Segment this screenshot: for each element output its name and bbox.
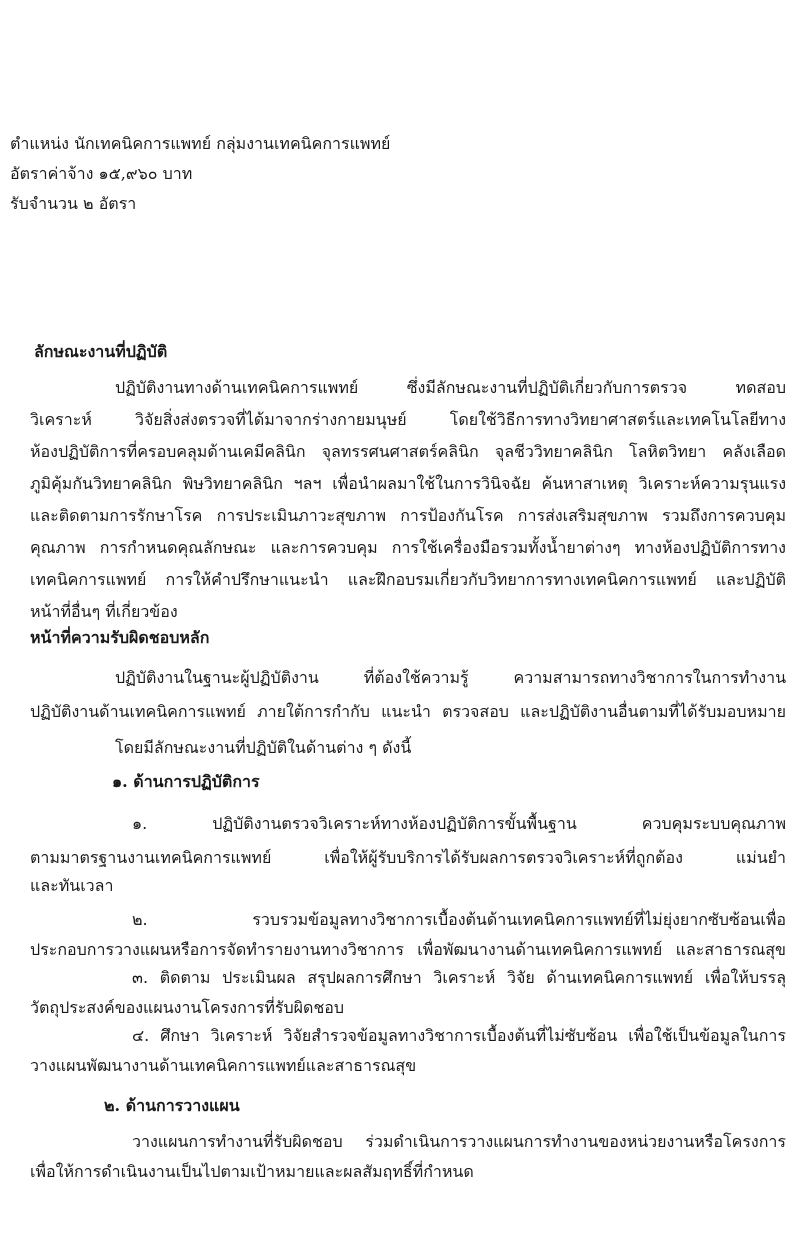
salary-line: อัตราค่าจ้าง ๑๕,๙๖๐ บาท <box>10 164 193 183</box>
position-line: ตำแหน่ง นักเทคนิคการแพทย์ กลุ่มงานเทคนิคการแพทย์ <box>10 134 391 153</box>
areas-intro: โดยมีลักษณะงานที่ปฏิบัติในด้านต่าง ๆ ดังนี้ <box>115 738 412 757</box>
paragraph-line: ภูมิคุ้มกันวิทยาคลินิก พิษวิทยาคลินิก ฯลฯ เพื่อนำผลมาใช้ในการวินิจฉัย ค้นหาสาเหตุ วิเคราะห์ความรุนแรง <box>30 474 786 493</box>
list-item-line: วางแผนพัฒนางานด้านเทคนิคการแพทย์และสาธารณสุข <box>30 1056 417 1075</box>
paragraph-line: เพื่อให้การดำเนินงานเป็นไปตามเป้าหมายและผลสัมฤทธิ์ที่กำหนด <box>30 1162 474 1181</box>
paragraph-line: ปฏิบัติงานด้านเทคนิคการแพทย์ ภายใต้การกำกับ แนะนำ ตรวจสอบ และปฏิบัติงานอื่นตามที่ได้รับมอบหมาย <box>30 702 786 721</box>
paragraph-line: ปฏิบัติงานในฐานะผู้ปฏิบัติงาน ที่ต้องใช้ความรู้ ความสามารถทางวิชาการในการทำงาน <box>115 668 786 687</box>
section-heading: ๑. ด้านการปฏิบัติการ <box>112 772 260 791</box>
job-nature-heading: ลักษณะงานที่ปฏิบัติ <box>34 342 168 361</box>
paragraph-line: ปฏิบัติงานทางด้านเทคนิคการแพทย์ ซึ่งมีลักษณะงานที่ปฏิบัติเกี่ยวกับการตรวจ ทดสอบ <box>115 378 786 397</box>
quota-line: รับจำนวน ๒ อัตรา <box>10 194 137 213</box>
list-item-line: ตามมาตรฐานงานเทคนิคการแพทย์ เพื่อให้ผู้รับบริการได้รับผลการตรวจวิเคราะห์ที่ถูกต้อง แม่นยำ <box>30 848 786 867</box>
paragraph-line: หน้าที่อื่นๆ ที่เกี่ยวข้อง <box>30 602 178 621</box>
list-item-line: และทันเวลา <box>30 876 114 895</box>
paragraph-line: วิเคราะห์ วิจัยสิ่งส่งตรวจที่ได้มาจากร่างกายมนุษย์ โดยใช้วิธีการทางวิทยาศาสตร์และเทคโนโลยีทาง <box>30 410 786 429</box>
list-item-line: ๑. ปฏิบัติงานตรวจวิเคราะห์ทางห้องปฏิบัติการขั้นพื้นฐาน ควบคุมระบบคุณภาพ <box>132 814 786 833</box>
paragraph-line: วางแผนการทำงานที่รับผิดชอบ ร่วมดำเนินการวางแผนการทำงานของหน่วยงานหรือโครงการ <box>132 1132 786 1151</box>
list-item-line: ๓. ติดตาม ประเมินผล สรุปผลการศึกษา วิเคราะห์ วิจัย ด้านเทคนิคการแพทย์ เพื่อให้บรรลุ <box>132 968 786 987</box>
list-item-line: ๔. ศึกษา วิเคราะห์ วิจัยสำรวจข้อมูลทางวิชาการเบื้องต้นที่ไม่ซับซ้อน เพื่อใช้เป็นข้อมูลในการ <box>132 1026 786 1045</box>
section-heading: ๒. ด้านการวางแผน <box>104 1096 240 1115</box>
paragraph-line: และติดตามการรักษาโรค การประเมินภาวะสุขภาพ การป้องกันโรค การส่งเสริมสุขภาพ รวมถึงการควบคุม <box>30 506 786 525</box>
list-item-line: ๒. รวบรวมข้อมูลทางวิชาการเบื้องต้นด้านเทคนิคการแพทย์ที่ไม่ยุ่งยากซับซ้อนเพื่อ <box>132 910 786 929</box>
list-item-line: วัตถุประสงค์ของแผนงานโครงการที่รับผิดชอบ <box>30 998 345 1017</box>
duties-heading: หน้าที่ความรับผิดชอบหลัก <box>30 628 210 647</box>
list-item-line: ประกอบการวางแผนหรือการจัดทำรายงานทางวิชาการ เพื่อพัฒนางานด้านเทคนิคการแพทย์ และสาธารณสุข <box>30 940 786 959</box>
paragraph-line: ห้องปฏิบัติการที่ครอบคลุมด้านเคมีคลินิก จุลทรรศนศาสตร์คลินิก จุลชีววิทยาคลินิก โลหิตวิทยา คลังเลือด <box>30 442 786 461</box>
paragraph-line: คุณภาพ การกำหนดคุณลักษณะ และการควบคุม การใช้เครื่องมือรวมทั้งน้ำยาต่างๆ ทางห้องปฏิบัติการทาง <box>30 538 786 557</box>
paragraph-line: เทคนิคการแพทย์ การให้คำปรึกษาแนะนำ และฝึกอบรมเกี่ยวกับวิทยาการทางเทคนิคการแพทย์ และปฏิบัติ <box>30 570 786 589</box>
